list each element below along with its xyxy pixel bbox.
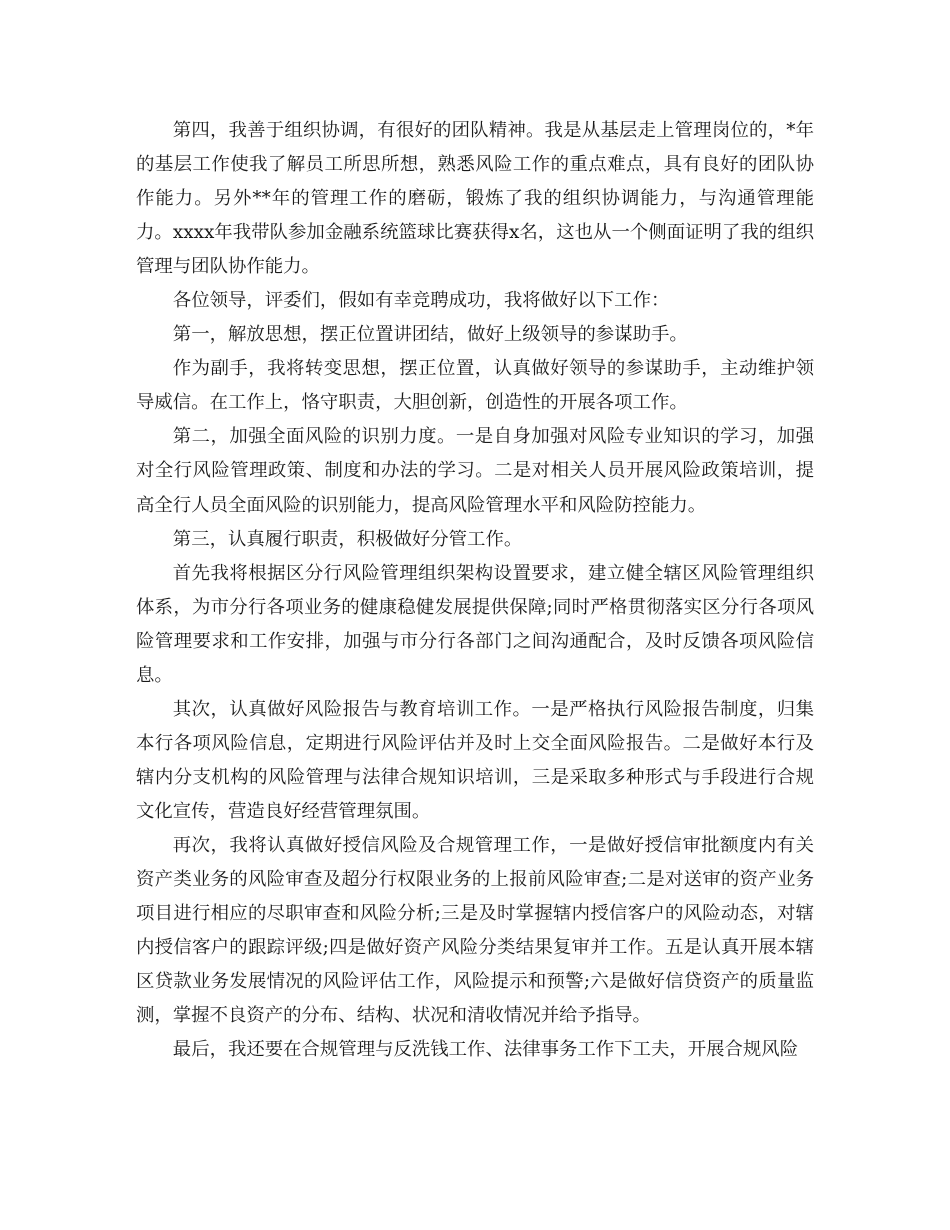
paragraph-secondly: 其次，认真做好风险报告与教育培训工作。一是严格执行风险报告制度，归集本行各项风险信息，定期进行风险评估并及时上交全面风险报告。二是做好本行及辖内分支机构的风险管理与法律合规知识培训，三是采取多种形式与手段进行合规文化宣传，营造良好经营管理氛围。 (136, 698, 814, 822)
paragraph-thirdly: 再次，我将认真做好授信风险及合规管理工作，一是做好授信审批额度内有关资产类业务的风险审查及超分行权限业务的上报前风险审查;二是对送审的资产业务项目进行相应的尽职审查和风险分析;三是及时掌握辖内授信客户的风险动态，对辖内授信客户的跟踪评级;四是做好资产风险分类结果复审并工作。五是认真开展本辖区贷款业务发展情况的风险评估工作，风险提示和预警;六是做好信贷资产的质量监测，掌握不良资产的分布、结构、状况和清收情况并给予指导。 (136, 834, 814, 1027)
paragraph-second-point: 第二，加强全面风险的识别力度。一是自身加强对风险专业知识的学习，加强对全行风险管理政策、制度和办法的学习。二是对相关人员开展风险政策培训，提高全行人员全面风险的识别能力，提高风险管理水平和风险防控能力。 (136, 426, 814, 516)
paragraph-firstly: 首先我将根据区分行风险管理组织架构设置要求，建立健全辖区风险管理组织体系，为市分行各项业务的健康稳健发展提供保障;同时严格贯彻落实区分行各项风险管理要求和工作安排，加强与市分行各部门之间沟通配合，及时反馈各项风险信息。 (136, 562, 814, 686)
paragraph-strength-coordination: 第四，我善于组织协调，有很好的团队精神。我是从基层走上管理岗位的，*年的基层工作使我了解员工所思所想，熟悉风险工作的重点难点，具有良好的团队协作能力。另外**年的管理工作的磨砺，锻炼了我的组织协调能力，与沟通管理能力。xxxx年我带队参加金融系统篮球比赛获得x名，这也从一个侧面证明了我的组织管理与团队协作能力。 (136, 120, 814, 278)
paragraph-first-point: 第一，解放思想，摆正位置讲团结，做好上级领导的参谋助手。 (172, 324, 688, 346)
paragraph-third-point: 第三，认真履行职责，积极做好分管工作。 (172, 528, 523, 550)
paragraph-finally: 最后，我还要在合规管理与反洗钱工作、法律事务工作下工夫，开展合规风险 (172, 1039, 799, 1061)
paragraph-plan-intro: 各位领导，评委们，假如有幸竞聘成功，我将做好以下工作： (172, 290, 670, 312)
paragraph-first-detail: 作为副手，我将转变思想，摆正位置，认真做好领导的参谋助手，主动维护领导威信。在工作上，恪守职责，大胆创新，创造性的开展各项工作。 (136, 358, 814, 414)
document-body (136, 114, 814, 1067)
